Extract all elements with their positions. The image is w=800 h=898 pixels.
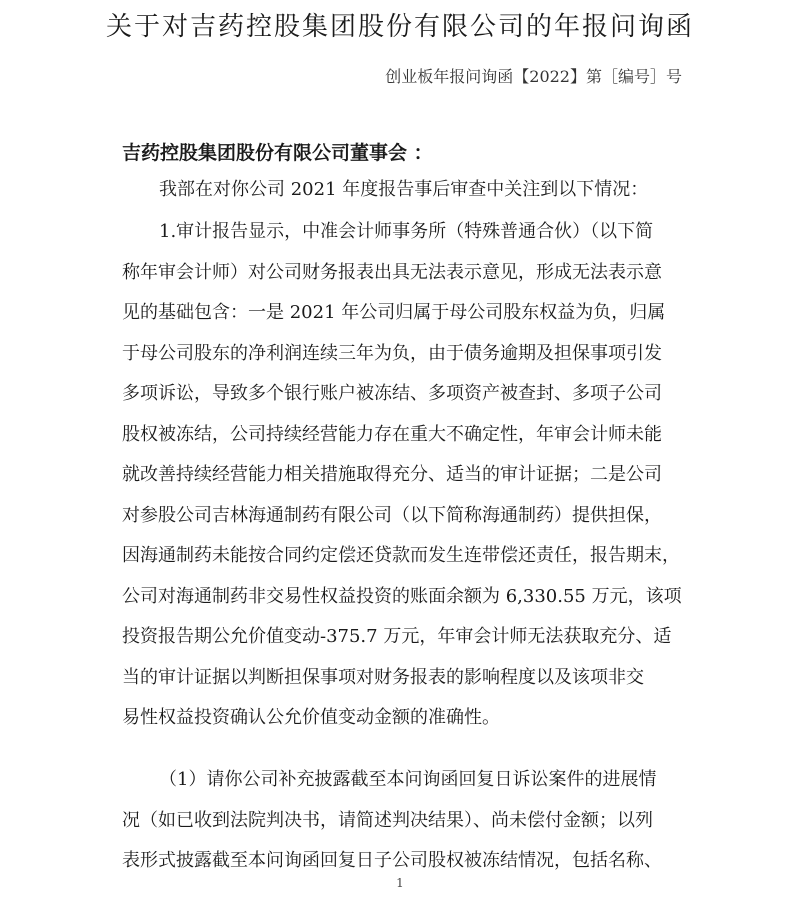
paragraph-line: （1）请你公司补充披露截至本问询函回复日诉讼案件的进展情 — [159, 769, 657, 790]
paragraph-line: 表形式披露截至本问询函回复日子公司股权被冻结情况，包括名称、 — [122, 850, 662, 871]
paragraph-line: 易性权益投资确认公允价值变动金额的准确性。 — [122, 707, 500, 728]
paragraph-line: 多项诉讼，导致多个银行账户被冻结、多项资产被查封、多项子公司 — [122, 383, 662, 404]
paragraph-line: 于母公司股东的净利润连续三年为负，由于债务逾期及担保事项引发 — [122, 342, 662, 364]
paragraph-line: 投资报告期公允价值变动-375.7 万元，年审会计师无法获取充分、适 — [122, 626, 672, 647]
intro-paragraph — [122, 170, 682, 211]
paragraph-line: 因海通制药未能按合同约定偿还贷款而发生连带偿还责任，报告期末， — [122, 545, 680, 566]
paragraph-line: 公司对海通制药非交易性权益投资的账面余额为 6,330.55 万元，该项 — [122, 585, 682, 607]
paragraph-line: 对参股公司吉林海通制药有限公司（以下简称海通制药）提供担保， — [122, 504, 662, 526]
paragraph-line: 况（如已收到法院判决书，请简述判决结果）、尚未偿付金额；以列 — [122, 809, 653, 831]
paragraph-line: 1.审计报告显示，中准会计师事务所（特殊普通合伙）（以下简 — [159, 221, 654, 242]
addressee: 吉药控股集团股份有限公司董事会 ： — [122, 142, 433, 164]
paragraph-line: 我部在对你公司 2021 年度报告事后审查中关注到以下情况： — [159, 179, 649, 200]
letter-title: 关于对吉药控股集团股份有限公司的年报问询函 — [105, 12, 694, 42]
document-number: 创业板年报问询函【2022】第［编号］号 — [385, 67, 682, 86]
page-number: 1 — [396, 876, 404, 890]
sub-item1-paragraph — [122, 760, 682, 882]
item1-paragraph — [122, 212, 682, 739]
paragraph-line: 称年审会计师）对公司财务报表出具无法表示意见，形成无法表示意 — [122, 261, 662, 283]
paragraph-line: 见的基础包含：一是 2021 年公司归属于母公司股东权益为负，归属 — [122, 302, 666, 323]
paragraph-line: 当的审计证据以判断担保事项对财务报表的影响程度以及该项非交 — [122, 666, 644, 688]
paragraph-line: 就改善持续经营能力相关措施取得充分、适当的审计证据；二是公司 — [122, 464, 662, 485]
paragraph-line: 股权被冻结，公司持续经营能力存在重大不确定性，年审会计师未能 — [122, 423, 662, 445]
